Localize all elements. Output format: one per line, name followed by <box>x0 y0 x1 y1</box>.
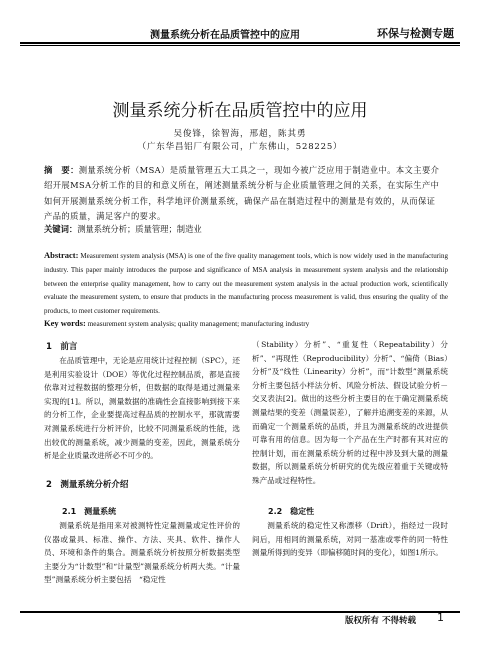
abstract-en-text: Measurement system analysis (MSA) is one of the five quality management tools, which is now widely used in the manufacturing industry. This paper mainly introduces the purpose and significance of MSA analysis in measurement system analysis and the relationship between the enterprise quality management, how to carry out the measurement system analysis in the actual production work, scientifically evaluate the measurement system, to ensure that products in the manufacturing process measurement is valid, thus ensuring the quality of the products, to meet customer requirements. <box>44 252 448 316</box>
running-header-title: 测量系统分析在品质管控中的应用 <box>150 30 300 41</box>
keywords-cn <box>44 223 444 235</box>
keywords-en-text: measurement system analysis; quality management; manufacturing industry <box>85 319 310 328</box>
abstract-cn-label: 摘 要： <box>44 165 79 175</box>
footer-rule <box>20 611 460 613</box>
section-2-2-paragraph: 测量系统的稳定性又称漂移（Drift），指经过一段时间后，用相同的测量系统，对同一基准或零件的同一特性测量所得到的变异（即偏移随时间的变化），如图1所示。 <box>252 521 448 558</box>
section-1-paragraph: 在品质管理中，无论是应用统计过程控制（SPC），还是利用实验设计（DOE）等优化过程控制品质，都是直接依靠对过程数据的整理分析，但数据的取得是通过测量来实现的[1]。所以，测量数据的准确性会直接影响到接下来的分析工作，企业要提高过程品质的控制水平，那就需要对测量系统进行分析评价，比较不同测量系统的性能，选出较优的测量系统，减少测量的变差，因此，测量系统分析是企业质量改进所必不可少的。 <box>44 356 240 461</box>
section-2-1-body <box>44 519 240 587</box>
right-column-body <box>252 338 448 488</box>
keywords-en-label: Key words: <box>44 318 86 328</box>
keywords-cn-text: 测量系统分析；质量管理；制造业 <box>77 224 202 234</box>
abstract-cn <box>44 163 444 225</box>
footer-copyright: 版权所有 不得转载 <box>345 616 416 626</box>
section-1-heading: 1 前言 <box>46 342 78 352</box>
abstract-en-label: Abstract: <box>44 250 79 260</box>
paper-title: 测量系统分析在品质管控中的应用 <box>112 101 368 121</box>
abstract-en <box>44 249 448 319</box>
section-2-2-body <box>252 519 448 560</box>
affiliation: （广东华昌铝厂有限公司，广东佛山，528225） <box>137 142 343 152</box>
right-column-paragraph: （Stability）分析”、“重复性（Repeatability）分析”、“再现性（Reproducibility）分析”、“偏倚（Bias）分析”及“线性（Linearity）分析”，而“计数型”测量系统分析主要包括小样法分析、风险分析法、假设试验分析－交叉表法[2]。做出的这些分析主要目的在于确定测量系统测量结果的变差（测量误差），了解并追溯变差的来源，从而确定一个测量系统的品质，并且为测量系统的改进提供可靠有用的信息。因为每一个产品在生产时都有其对应的控制计划，而在测量系统分析的过程中涉及到大量的测量数据，所以测量系统分析研究的优先级应着重于关键或特殊产品或过程特性。 <box>252 340 448 485</box>
keywords-en <box>44 318 448 328</box>
section-2-1-paragraph: 测量系统是指用来对被测特性定量测量或定性评价的仪器或量具、标准、操作、方法、夹具、软件、操作人员、环境和条件的集合。测量系统分析按照分析数据类型主要分为“计数型”和“计量型”测量系统分析两大类。“计量型”测量系统分析主要包括 “稳定性 <box>44 521 240 585</box>
page-number: 1 <box>437 611 444 624</box>
section-2-heading: 2 测量系统分析介绍 <box>46 480 129 490</box>
abstract-cn-text: 测量系统分析（MSA）是质量管理五大工具之一，现如今被广泛应用于制造业中。本文主要介绍开展MSA分析工作的目的和意义所在，阐述测量系统分析与企业质量管理之间的关系，在实际生产中如何开展测量系统分析工作，科学地评价测量系统，确保产品在制造过程中的测量是有效的，从而保证产品的质量，满足客户的要求。 <box>44 165 440 222</box>
section-2-2-heading: 2.2 稳定性 <box>268 507 315 516</box>
authors: 吴俊锋，徐智海，邢超，陈其勇 <box>173 129 307 139</box>
running-header-section: 环保与检测专题 <box>377 27 454 40</box>
keywords-cn-label: 关键词： <box>44 224 78 234</box>
header-rule-thin <box>20 45 460 46</box>
section-2-1-heading: 2.1 测量系统 <box>62 507 117 516</box>
header-rule <box>20 42 460 44</box>
section-1-body <box>44 354 240 463</box>
